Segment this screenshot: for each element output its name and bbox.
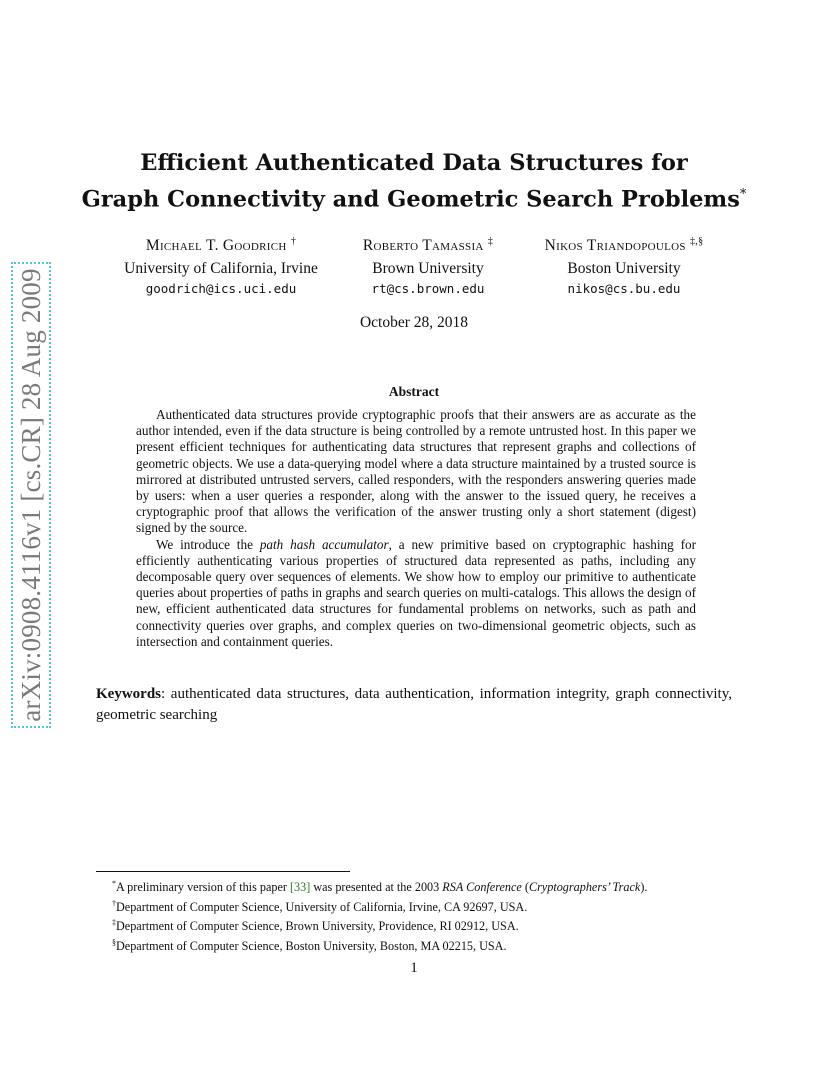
footnote-text: ). <box>640 880 648 895</box>
footnote-mark: * <box>112 879 116 888</box>
footnote-text: Department of Computer Science, Boston University, Boston, MA 02215, USA. <box>116 939 507 954</box>
page-number: 1 <box>410 960 418 976</box>
footnotes <box>112 876 742 955</box>
footnote-text: Department of Computer Science, Brown University, Providence, RI 02912, USA. <box>116 919 519 934</box>
title-line-1: Efficient Authenticated Data Structures for <box>140 150 688 176</box>
author-name: Michael T. Goodrich <box>145 237 287 255</box>
author-footnote-mark[interactable]: ‡,§ <box>689 236 704 247</box>
footnote-mark: † <box>112 898 116 908</box>
abstract-text: We introduce the <box>156 536 260 552</box>
conference-track: Cryptographers’ Track <box>528 880 641 895</box>
paper-title <box>0 148 828 216</box>
abstract-heading: Abstract <box>388 384 440 399</box>
conference-name: RSA Conference <box>442 880 522 895</box>
emphasized-term: path hash accumulator <box>259 536 389 552</box>
citation-link[interactable]: [33] <box>289 880 311 895</box>
author-affiliation: Brown University <box>372 260 484 278</box>
title-line-2: Graph Connectivity and Geometric Search Problems <box>81 186 740 213</box>
author-name: Nikos Triandopoulos <box>544 237 686 255</box>
author-footnote-mark[interactable]: ‡ <box>487 236 494 247</box>
author-triandopoulos <box>516 236 732 296</box>
keywords-label: Keywords <box>96 686 161 702</box>
footnote-4 <box>112 935 742 955</box>
author-tamassia <box>344 236 512 296</box>
author-email: rt@cs.brown.edu <box>371 281 485 297</box>
footnote-text: A preliminary version of this paper <box>116 880 290 895</box>
author-goodrich <box>96 236 346 296</box>
footnote-mark: ‡ <box>112 918 116 928</box>
footnote-mark: § <box>112 937 116 947</box>
footnote-rule <box>96 871 350 872</box>
abstract-text: , a new primitive based on cryptographic hashing for efficiently authenticating various properties of structured data represented as paths, including any decomposable query over sequences of elements. We show how to employ our primitive to authenticate queries about properties of paths in graphs and search queries on multi-catalogs. This allows the design of new, efficient authenticated data structures for fundamental problems on networks, such as path and connectivity queries over graphs, and complex queries on two-dimensional geometric objects, such as intersection and containment queries. <box>136 536 696 649</box>
abstract-paragraph-1: Authenticated data structures provide cryptographic proofs that their answers are as accurate as the author intended, even if the data structure is being controlled by a remote untrusted host. In this paper we present efficient techniques for authenticating data structures that represent graphs and collections of geometric objects. We use a data-querying model where a data structure maintained by a trusted source is mirrored at distributed untrusted servers, called responders, with the responders answering queries made by users: when a user queries a responder, along with the answer to the issued query, he receives a cryptographic proof that allows the verification of the answer trusting only a short statement (digest) signed by the source. <box>136 407 696 536</box>
footnote-1 <box>112 876 742 896</box>
author-name: Roberto Tamassia <box>362 237 484 255</box>
footnote-3 <box>112 915 742 935</box>
keywords-section <box>96 684 732 726</box>
author-affiliation: Boston University <box>567 260 681 278</box>
footnote-2 <box>112 896 742 916</box>
author-email: goodrich@ics.uci.edu <box>145 281 297 297</box>
arxiv-identifier[interactable]: arXiv:0908.4116v1 [cs.CR] 28 Aug 2009 <box>11 262 51 728</box>
author-email: nikos@cs.bu.edu <box>567 281 681 297</box>
footnote-text: ( <box>521 880 529 895</box>
footnote-text: Department of Computer Science, University of California, Irvine, CA 92697, USA. <box>116 899 528 914</box>
abstract-body <box>136 407 696 650</box>
abstract-paragraph-2 <box>136 537 696 650</box>
footnote-text: was presented at the 2003 <box>310 880 443 895</box>
author-affiliation: University of California, Irvine <box>124 260 318 278</box>
keywords-text: : authenticated data structures, data authentication, information integrity, graph connectivity, geometric searching <box>96 686 732 723</box>
author-footnote-mark[interactable]: † <box>290 236 297 247</box>
title-footnote-mark[interactable]: * <box>739 187 747 202</box>
paper-date: October 28, 2018 <box>359 314 469 331</box>
